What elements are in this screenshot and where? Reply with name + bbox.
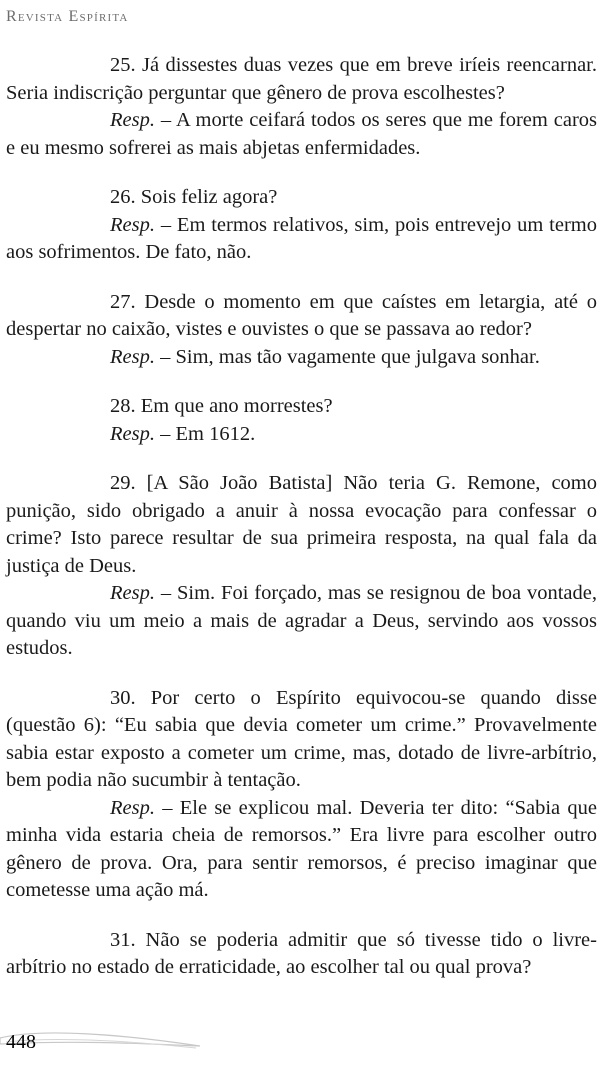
resp-label: Resp.	[110, 213, 155, 236]
answer-text: – Ele se explicou mal. Deveria ter dito: “Sabia que minha vida estaria cheia de remorsos.” Era livre para escolher outro gênero de prova. Ora, para sentir remorsos, é preciso imaginar que cometesse uma ação má.	[6, 796, 597, 901]
resp-label: Resp.	[110, 109, 155, 131]
question-26: 26. Sois feliz agora?	[110, 186, 278, 208]
question-27: 27. Desde o momento em que caístes em letargia, até o despertar no caixão, vistes e ouvistes o que se passava ao redor?	[6, 290, 597, 340]
resp-label: Resp.	[110, 796, 155, 819]
answer-27	[6, 344, 597, 372]
answer-text: – Em 1612.	[154, 422, 256, 445]
question-31: 31. Não se poderia admitir que só tivesse tido o livre-arbítrio no estado de erraticidade, ao escolher tal ou qual prova?	[6, 928, 597, 978]
answer-text: – Em termos relativos, sim, pois entrevejo um termo aos sofrimentos. De fato, não.	[6, 213, 597, 263]
answer-25	[6, 107, 597, 162]
running-header: Revista Espírita	[6, 8, 129, 25]
resp-label: Resp.	[110, 422, 155, 445]
question-29: 29. [A São João Batista] Não teria G. Remone, como punição, sido obrigado a anuir à nossa evocação para confessar o crime? Isto parece resultar de sua primeira resposta, na qual fala da justiça de Deus.	[6, 472, 597, 577]
resp-label: Resp.	[110, 582, 155, 604]
answer-28	[6, 421, 597, 449]
answer-30	[6, 795, 597, 905]
question-30: 30. Por certo o Espírito equivocou-se quando disse (questão 6): “Eu sabia que devia cometer um crime.” Provavelmente sabia estar exposto a cometer um crime, mas, dotado de livre-arbítrio, bem podia não sucumbir à tentação.	[6, 686, 597, 791]
page-body	[6, 52, 597, 982]
page-number: 448	[6, 1031, 36, 1053]
answer-29	[6, 580, 597, 663]
answer-text: – Sim, mas tão vagamente que julgava sonhar.	[154, 345, 540, 368]
resp-label: Resp.	[110, 345, 155, 368]
answer-text: – A morte ceifará todos os seres que me forem caros e eu mesmo sofrerei as mais abjetas enfermidades.	[6, 109, 597, 159]
question-25: 25. Já dissestes duas vezes que em breve iríeis reencarnar. Seria indiscrição perguntar que gênero de prova escolhestes?	[6, 54, 597, 104]
answer-text: – Sim. Foi forçado, mas se resignou de boa vontade, quando viu um meio a mais de agradar a Deus, servindo aos vossos estudos.	[6, 582, 597, 659]
question-28: 28. Em que ano morrestes?	[110, 395, 333, 417]
answer-26	[6, 212, 597, 267]
